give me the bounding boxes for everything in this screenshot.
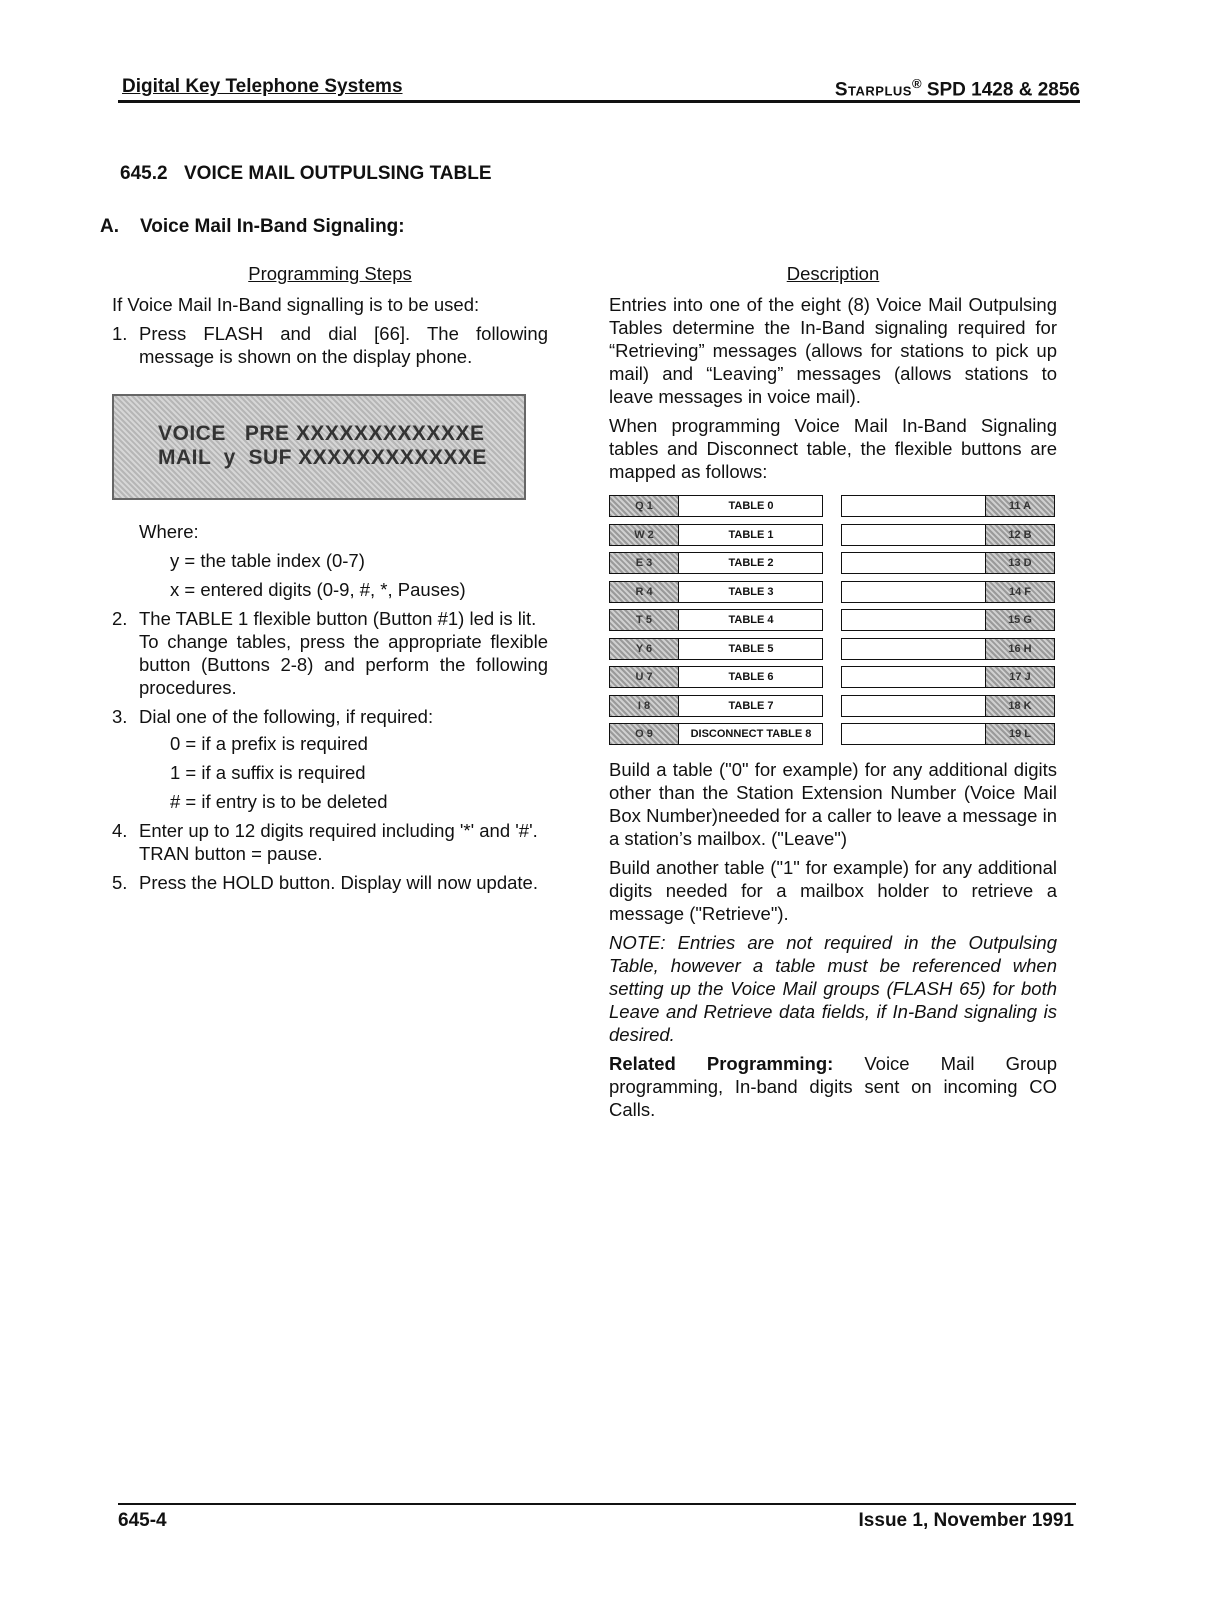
description-paragraph-4: Build another table ("1" for example) for any additional digits needed for a mailbox holder to retrieve a message ("Retrieve"). <box>609 856 1057 924</box>
button-key-right: 14 F <box>985 582 1054 602</box>
button-key-right: 16 H <box>985 639 1054 659</box>
where-label: Where: <box>139 521 199 542</box>
step-text: Press FLASH and dial [66]. The following message is shown on the display phone. <box>139 323 548 367</box>
flexible-button-right <box>841 695 1055 717</box>
button-key-left: O 9 <box>610 724 679 744</box>
flexible-button-right <box>841 552 1055 574</box>
flexible-button-right <box>841 495 1055 517</box>
button-map-row <box>609 664 1057 693</box>
flexible-button-left <box>609 638 823 660</box>
button-map-row <box>609 550 1057 579</box>
step-3 <box>112 705 548 728</box>
description-heading: Description <box>786 263 880 284</box>
button-table-label: TABLE 5 <box>728 642 774 655</box>
button-key-right: 15 G <box>985 610 1054 630</box>
flexible-button-right <box>841 524 1055 546</box>
where-x: x = entered digits (0-9, #, *, Pauses) <box>170 579 466 600</box>
step-3-options <box>112 732 548 813</box>
where-y: y = the table index (0-7) <box>170 550 365 571</box>
button-key-left: W 2 <box>610 525 679 545</box>
button-table-label: TABLE 3 <box>728 585 774 598</box>
button-table-label: TABLE 1 <box>728 528 774 541</box>
header-brand: Starplus <box>834 79 912 101</box>
button-map-row <box>609 607 1057 636</box>
button-key-left: Y 6 <box>610 639 679 659</box>
button-key-left: R 4 <box>610 582 679 602</box>
button-table-label: DISCONNECT TABLE 8 <box>690 728 812 740</box>
step-text: The TABLE 1 flexible button (Button #1) led is lit. <box>139 608 537 629</box>
flexible-button-left <box>609 495 823 517</box>
option-delete: # = if entry is to be deleted <box>170 791 388 812</box>
button-key-left: Q 1 <box>610 496 679 516</box>
button-key-right: 19 L <box>985 724 1054 744</box>
footer-rule <box>118 1503 1076 1505</box>
button-key-right: 13 D <box>985 553 1054 573</box>
step-number: 5. <box>112 872 128 893</box>
flexible-button-left <box>609 581 823 603</box>
flexible-button-left <box>609 723 823 745</box>
option-prefix: 0 = if a prefix is required <box>170 733 368 754</box>
programming-steps-column <box>112 262 548 900</box>
subsection-letter: A. <box>100 216 119 237</box>
intro-text: If Voice Mail In-Band signalling is to be used: <box>112 294 480 315</box>
button-map-row <box>609 522 1057 551</box>
lcd-line-1: VOICE PRE XXXXXXXXXXXXE <box>158 422 485 445</box>
header-title: Digital Key Telephone Systems <box>122 76 403 97</box>
registered-mark: ® <box>911 76 922 91</box>
option-suffix: 1 = if a suffix is required <box>170 762 366 783</box>
step-number: 1. <box>112 323 128 344</box>
step-number: 3. <box>112 706 128 727</box>
button-table-label: TABLE 6 <box>728 671 774 683</box>
button-map-row <box>609 636 1057 665</box>
button-key-left: E 3 <box>610 553 679 573</box>
lcd-line-2: MAIL y SUF XXXXXXXXXXXXE <box>158 446 487 469</box>
flexible-button-left <box>609 695 823 717</box>
description-paragraph-3: Build a table ("0" for example) for any additional digits other than the Station Extension Number (Voice Mail Box Number)needed for a caller to leave a message in a station’s mailbox. ("Leave") <box>609 758 1057 849</box>
button-key-right: 17 J <box>985 667 1054 687</box>
step-2 <box>112 607 548 699</box>
flexible-button-left <box>609 552 823 574</box>
flexible-button-right <box>841 638 1055 660</box>
section-number: 645.2 <box>120 163 168 184</box>
button-key-left: T 5 <box>610 610 679 630</box>
description-paragraph-2: When programming Voice Mail In-Band Signaling tables and Disconnect table, the flexible buttons are mapped as follows: <box>609 415 1057 482</box>
button-map-row <box>609 493 1057 522</box>
description-column <box>609 262 1057 1127</box>
flexible-button-left <box>609 524 823 546</box>
flexible-button-right <box>841 581 1055 603</box>
button-key-right: 12 B <box>985 525 1054 545</box>
step-text: Press the HOLD button. Display will now update. <box>139 872 538 893</box>
button-key-left: U 7 <box>610 667 679 687</box>
button-key-left: I 8 <box>610 696 679 716</box>
step-text-continued: To change tables, press the appropriate flexible button (Buttons 2-8) and perform the following procedures. <box>139 631 548 698</box>
flexible-button-left <box>609 666 823 688</box>
page-number: 645-4 <box>118 1510 167 1531</box>
button-key-right: 11 A <box>985 496 1054 516</box>
issue-date: Issue 1, November 1991 <box>858 1510 1074 1531</box>
step-text: Enter up to 12 digits required including '*' and '#'. TRAN button = pause. <box>139 820 538 864</box>
page-header <box>118 74 1080 103</box>
header-product <box>835 76 1080 101</box>
button-map-row <box>609 693 1057 722</box>
button-table-label: TABLE 0 <box>728 500 774 512</box>
related-programming <box>609 1052 1057 1121</box>
programming-steps-heading: Programming Steps <box>248 263 412 284</box>
step-text: Dial one of the following, if required: <box>139 706 434 727</box>
section-title <box>120 163 492 185</box>
note-text: NOTE: Entries are not required in the Outpulsing Table, however a table must be referenced when setting up the Voice Mail groups (FLASH 65) for both Leave and Retrieve data fields, if In-Band signaling is desired. <box>609 931 1057 1045</box>
header-model: SPD 1428 & 2856 <box>926 79 1080 101</box>
step-number: 2. <box>112 608 128 629</box>
button-map-row <box>609 579 1057 608</box>
where-list <box>112 549 548 601</box>
section-title-text: VOICE MAIL OUTPULSING TABLE <box>184 163 492 184</box>
lcd-display <box>112 394 526 500</box>
step-5 <box>112 871 548 894</box>
subsection-title-text: Voice Mail In-Band Signaling: <box>140 216 405 237</box>
button-table-label: TABLE 7 <box>728 699 774 712</box>
flexible-button-right <box>841 723 1055 745</box>
related-programming-label: Related Programming: <box>609 1052 834 1074</box>
subsection-title <box>100 216 405 238</box>
step-number: 4. <box>112 820 128 841</box>
flexible-button-left <box>609 609 823 631</box>
flexible-button-right <box>841 666 1055 688</box>
button-table-label: TABLE 2 <box>728 557 774 569</box>
step-4 <box>112 819 548 865</box>
description-paragraph-1: Entries into one of the eight (8) Voice Mail Outpulsing Tables determine the In-Band signaling required for “Retrieving” messages (allows for stations to pick up mail) and “Leaving” messages (allows stations to leave messages in voice mail). <box>609 294 1057 407</box>
button-key-right: 18 K <box>985 696 1054 716</box>
related-programming-text: Voice Mail Group programming, In-band digits sent on incoming CO Calls. <box>609 1052 1057 1120</box>
step-1 <box>112 322 548 368</box>
flexible-button-right <box>841 609 1055 631</box>
button-map-row <box>609 721 1057 750</box>
button-table-label: TABLE 4 <box>728 614 774 626</box>
flexible-button-map <box>609 493 1057 750</box>
